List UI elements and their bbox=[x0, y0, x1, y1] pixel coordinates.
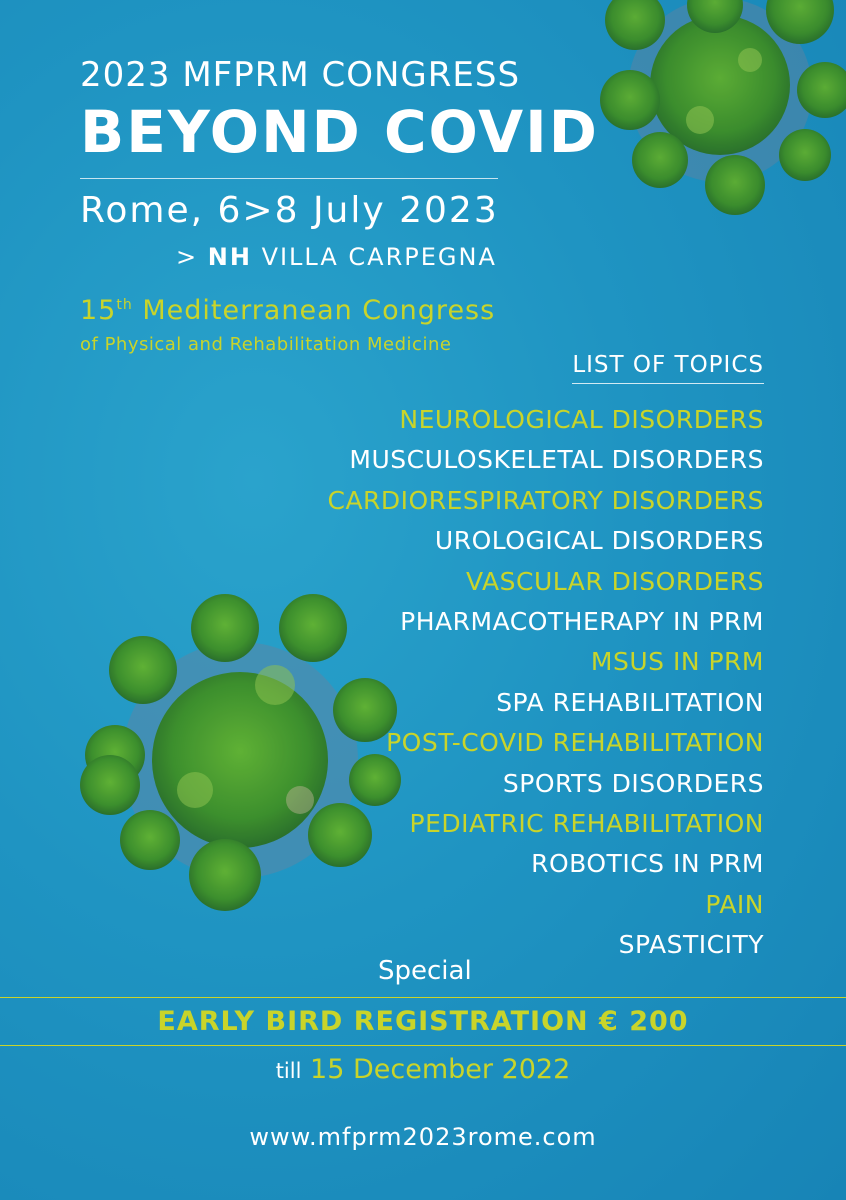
congress-main-title: BEYOND COVID bbox=[80, 98, 599, 166]
topic-item: NEUROLOGICAL DISORDERS bbox=[399, 405, 764, 434]
deadline-prefix: till bbox=[275, 1059, 302, 1083]
event-venue bbox=[176, 243, 497, 271]
congress-year-title: 2023 MFPRM CONGRESS bbox=[80, 55, 521, 95]
topic-item: PAIN bbox=[705, 889, 764, 919]
topic-item: VASCULAR DISORDERS bbox=[466, 566, 764, 596]
topic-item: ROBOTICS IN PRM bbox=[531, 849, 764, 879]
website-link[interactable]: www.mfprm2023rome.com bbox=[249, 1123, 597, 1151]
congress-number: 15 bbox=[80, 295, 117, 326]
congress-subtitle: of Physical and Rehabilitation Medicine bbox=[80, 334, 452, 355]
congress-title bbox=[80, 296, 495, 326]
offer-divider-top bbox=[0, 997, 846, 998]
deadline-date: 15 December 2022 bbox=[310, 1054, 571, 1085]
topic-item: SPASTICITY bbox=[618, 930, 764, 960]
venue-arrow-icon: > bbox=[176, 243, 199, 271]
topic-item: MSUS IN PRM bbox=[590, 647, 764, 677]
topic-item: POST-COVID REHABILITATION bbox=[386, 728, 764, 758]
topics-list bbox=[328, 400, 765, 966]
special-label: Special bbox=[378, 956, 472, 986]
venue-name: VILLA CARPEGNA bbox=[261, 243, 497, 271]
topic-item: UROLOGICAL DISORDERS bbox=[434, 526, 764, 556]
topic-item: SPA REHABILITATION bbox=[496, 687, 764, 717]
registration-deadline bbox=[0, 1054, 846, 1085]
congress-name: Mediterranean Congress bbox=[142, 295, 496, 326]
venue-brand: NH bbox=[207, 243, 252, 271]
topic-item: MUSCULOSKELETAL DISORDERS bbox=[349, 445, 764, 475]
topic-item: PHARMACOTHERAPY IN PRM bbox=[400, 607, 764, 637]
event-date: Rome, 6>8 July 2023 bbox=[80, 190, 499, 231]
topic-item: CARDIORESPIRATORY DISORDERS bbox=[327, 485, 764, 515]
title-divider bbox=[80, 178, 498, 179]
topic-item: PEDIATRIC REHABILITATION bbox=[409, 809, 764, 839]
congress-ordinal: th bbox=[116, 297, 133, 313]
topic-item: SPORTS DISORDERS bbox=[502, 768, 764, 798]
island-top-right-image bbox=[590, 0, 846, 230]
offer-divider-bottom bbox=[0, 1045, 846, 1046]
early-bird-registration: EARLY BIRD REGISTRATION € 200 bbox=[157, 1006, 689, 1037]
topics-heading: LIST OF TOPICS bbox=[572, 352, 764, 384]
